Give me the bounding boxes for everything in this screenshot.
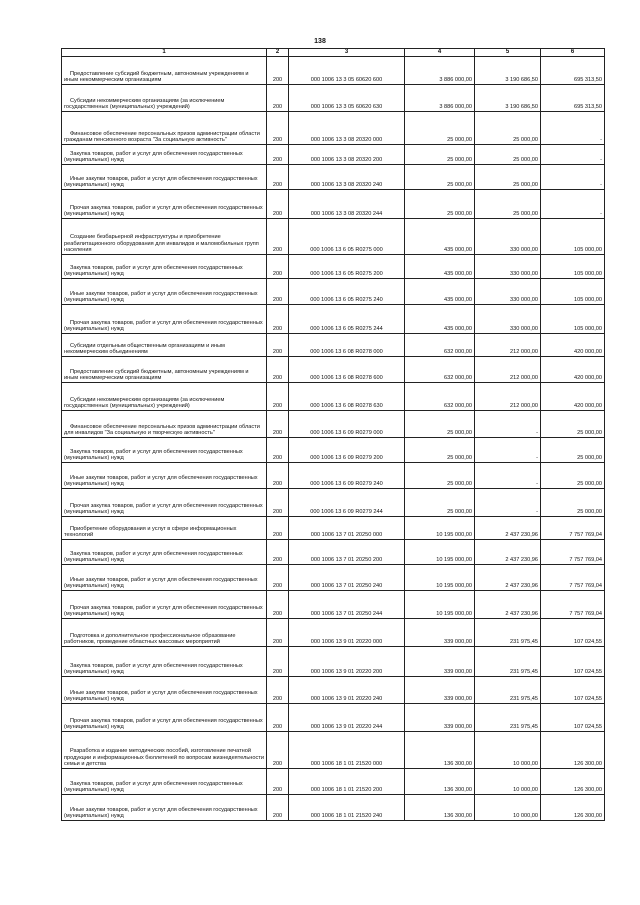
approved-amount-cell: 25 000,00 [405,145,475,165]
executed-amount-cell: 212 000,00 [475,334,541,357]
budget-classification-code-cell: 000 1006 13 7 01 20250 244 [289,591,405,619]
executed-amount-cell: - [475,411,541,438]
unexecuted-amount-cell: 105 000,00 [541,255,605,279]
budget-classification-code-cell: 000 1006 13 6 08 R0278 600 [289,357,405,383]
table-row [62,619,605,647]
row-name-text: Прочая закупка товаров, работ и услуг для обеспечения государственных (муниципальных) нужд [64,319,263,333]
row-name-text: Иные закупки товаров, работ и услуг для обеспечения государственных (муниципальных) нужд [64,689,258,703]
budget-classification-code-cell: 000 1006 13 3 08 20320 200 [289,145,405,165]
executed-amount-cell: 10 000,00 [475,795,541,821]
row-code-line-cell: 200 [267,704,289,732]
approved-amount-cell: 25 000,00 [405,489,475,517]
approved-amount-cell: 339 000,00 [405,647,475,677]
budget-classification-code-cell: 000 1006 13 6 05 R0275 240 [289,279,405,305]
unexecuted-amount-cell: 25 000,00 [541,438,605,463]
row-code-line-cell: 200 [267,85,289,112]
unexecuted-amount-cell: 7 757 769,04 [541,565,605,591]
row-name-text: Иные закупки товаров, работ и услуг для обеспечения государственных (муниципальных) нужд [64,175,258,189]
row-name-cell [62,357,267,383]
table-row [62,647,605,677]
column-header-2: 2 [267,49,289,57]
executed-amount-cell: 231 975,45 [475,677,541,704]
row-name-cell [62,677,267,704]
table-row [62,57,605,85]
approved-amount-cell: 10 195 000,00 [405,591,475,619]
row-code-line-cell: 200 [267,190,289,219]
row-name-text: Субсидии некоммерческим организациям (за исключением государственных (муниципальных) учреждений) [64,396,225,410]
executed-amount-cell: 2 437 230,96 [475,540,541,565]
row-name-cell [62,619,267,647]
executed-amount-cell: 25 000,00 [475,145,541,165]
row-name-text: Закупка товаров, работ и услуг для обеспечения государственных (муниципальных) нужд [64,264,243,278]
approved-amount-cell: 435 000,00 [405,279,475,305]
unexecuted-amount-cell: 7 757 769,04 [541,591,605,619]
row-name-text: Прочая закупка товаров, работ и услуг для обеспечения государственных (муниципальных) нужд [64,204,263,218]
row-name-cell [62,165,267,190]
table-row [62,540,605,565]
approved-amount-cell: 435 000,00 [405,305,475,334]
row-code-line-cell: 200 [267,438,289,463]
row-code-line-cell: 200 [267,165,289,190]
row-name-text: Финансовое обеспечение персональных призов администрации области для инвалидов "За социальную и творческую активность" [64,423,260,437]
row-name-text: Подготовка и дополнительное профессиональное образование работников, проведение областных массовых мероприятий [64,632,236,646]
table-row [62,704,605,732]
unexecuted-amount-cell: 105 000,00 [541,305,605,334]
row-name-cell [62,255,267,279]
unexecuted-amount-cell: 107 024,55 [541,677,605,704]
row-code-line-cell: 200 [267,112,289,145]
table-row [62,591,605,619]
row-code-line-cell: 200 [267,619,289,647]
executed-amount-cell: 212 000,00 [475,383,541,411]
budget-classification-code-cell: 000 1006 13 6 09 R0279 240 [289,463,405,489]
budget-classification-code-cell: 000 1006 13 6 09 R0279 200 [289,438,405,463]
row-name-cell [62,279,267,305]
table-row [62,219,605,255]
row-name-cell [62,463,267,489]
unexecuted-amount-cell: 105 000,00 [541,279,605,305]
row-name-cell [62,591,267,619]
table-row [62,255,605,279]
row-name-text: Предоставление субсидий бюджетным, автономным учреждениям и иным некоммерческим организациям [64,70,249,84]
table-row [62,383,605,411]
approved-amount-cell: 3 886 000,00 [405,85,475,112]
budget-classification-code-cell: 000 1006 18 1 01 21520 000 [289,732,405,769]
approved-amount-cell: 25 000,00 [405,190,475,219]
unexecuted-amount-cell: - [541,190,605,219]
budget-classification-code-cell: 000 1006 13 6 05 R0275 000 [289,219,405,255]
table-row [62,165,605,190]
unexecuted-amount-cell: - [541,145,605,165]
unexecuted-amount-cell: - [541,112,605,145]
row-name-cell [62,334,267,357]
executed-amount-cell: 10 000,00 [475,732,541,769]
table-row [62,677,605,704]
approved-amount-cell: 632 000,00 [405,357,475,383]
row-name-text: Закупка товаров, работ и услуг для обеспечения государственных (муниципальных) нужд [64,550,243,564]
table-row [62,489,605,517]
row-name-text: Субсидии некоммерческим организациям (за исключением государственных (муниципальных) учреждений) [64,97,225,111]
budget-classification-code-cell: 000 1006 18 1 01 21520 200 [289,769,405,795]
table-row [62,769,605,795]
executed-amount-cell: - [475,438,541,463]
row-name-text: Закупка товаров, работ и услуг для обеспечения государственных (муниципальных) нужд [64,448,243,462]
budget-classification-code-cell: 000 1006 13 6 09 R0279 244 [289,489,405,517]
row-name-cell [62,85,267,112]
executed-amount-cell: 25 000,00 [475,112,541,145]
unexecuted-amount-cell: 126 300,00 [541,769,605,795]
row-code-line-cell: 200 [267,279,289,305]
column-header-5: 5 [475,49,541,57]
unexecuted-amount-cell: 420 000,00 [541,334,605,357]
table-row [62,357,605,383]
row-code-line-cell: 200 [267,145,289,165]
executed-amount-cell: 330 000,00 [475,305,541,334]
unexecuted-amount-cell: 105 000,00 [541,219,605,255]
unexecuted-amount-cell: 126 300,00 [541,795,605,821]
row-name-cell [62,489,267,517]
executed-amount-cell: 2 437 230,96 [475,565,541,591]
approved-amount-cell: 10 195 000,00 [405,540,475,565]
budget-classification-code-cell: 000 1006 13 3 08 20320 240 [289,165,405,190]
row-name-cell [62,145,267,165]
approved-amount-cell: 25 000,00 [405,165,475,190]
budget-classification-code-cell: 000 1006 13 7 01 20250 000 [289,517,405,540]
row-name-text: Субсидии отдельным общественным организациям и иным некоммерческим объединениям [64,342,225,356]
row-name-cell [62,565,267,591]
unexecuted-amount-cell: 420 000,00 [541,357,605,383]
budget-execution-table [61,48,605,821]
row-name-text: Иные закупки товаров, работ и услуг для обеспечения государственных (муниципальных) нужд [64,806,258,820]
approved-amount-cell: 435 000,00 [405,255,475,279]
budget-classification-code-cell: 000 1006 13 9 01 20220 244 [289,704,405,732]
budget-classification-code-cell: 000 1006 13 6 05 R0275 244 [289,305,405,334]
executed-amount-cell: 231 975,45 [475,647,541,677]
unexecuted-amount-cell: - [541,165,605,190]
executed-amount-cell: 25 000,00 [475,190,541,219]
budget-classification-code-cell: 000 1006 13 6 09 R0279 000 [289,411,405,438]
unexecuted-amount-cell: 420 000,00 [541,383,605,411]
row-code-line-cell: 200 [267,334,289,357]
table-row [62,85,605,112]
unexecuted-amount-cell: 25 000,00 [541,411,605,438]
column-header-4: 4 [405,49,475,57]
table-row [62,795,605,821]
row-code-line-cell: 200 [267,219,289,255]
table-row [62,112,605,145]
row-name-cell [62,517,267,540]
unexecuted-amount-cell: 107 024,55 [541,704,605,732]
row-code-line-cell: 200 [267,591,289,619]
row-name-text: Иные закупки товаров, работ и услуг для обеспечения государственных (муниципальных) нужд [64,474,258,488]
row-name-text: Иные закупки товаров, работ и услуг для обеспечения государственных (муниципальных) нужд [64,576,258,590]
unexecuted-amount-cell: 7 757 769,04 [541,540,605,565]
row-code-line-cell: 200 [267,647,289,677]
unexecuted-amount-cell: 126 300,00 [541,732,605,769]
approved-amount-cell: 25 000,00 [405,463,475,489]
budget-classification-code-cell: 000 1006 13 7 01 20250 200 [289,540,405,565]
approved-amount-cell: 435 000,00 [405,219,475,255]
table-body [62,57,605,821]
approved-amount-cell: 3 886 000,00 [405,57,475,85]
budget-classification-code-cell: 000 1006 13 9 01 20220 240 [289,677,405,704]
approved-amount-cell: 339 000,00 [405,677,475,704]
budget-classification-code-cell: 000 1006 13 3 05 60620 600 [289,57,405,85]
table-row [62,411,605,438]
executed-amount-cell: 330 000,00 [475,255,541,279]
executed-amount-cell: 25 000,00 [475,165,541,190]
row-name-cell [62,795,267,821]
executed-amount-cell: 231 975,45 [475,704,541,732]
row-name-cell [62,57,267,85]
approved-amount-cell: 136 300,00 [405,795,475,821]
row-name-cell [62,112,267,145]
column-header-3: 3 [289,49,405,57]
approved-amount-cell: 136 300,00 [405,732,475,769]
column-header-6: 6 [541,49,605,57]
unexecuted-amount-cell: 695 313,50 [541,57,605,85]
budget-classification-code-cell: 000 1006 13 9 01 20220 000 [289,619,405,647]
row-code-line-cell: 200 [267,463,289,489]
approved-amount-cell: 10 195 000,00 [405,565,475,591]
row-name-text: Создание безбарьерной инфраструктуры и приобретение реабилитационного оборудования для инвалидов и маломобильных групп населения [64,234,259,254]
row-code-line-cell: 200 [267,732,289,769]
column-header-1: 1 [62,49,267,57]
budget-classification-code-cell: 000 1006 13 9 01 20220 200 [289,647,405,677]
row-name-text: Предоставление субсидий бюджетным, автономным учреждениям и иным некоммерческим организациям [64,368,249,382]
row-name-cell [62,190,267,219]
unexecuted-amount-cell: 25 000,00 [541,489,605,517]
approved-amount-cell: 136 300,00 [405,769,475,795]
row-name-cell [62,732,267,769]
row-name-cell [62,704,267,732]
unexecuted-amount-cell: 7 757 769,04 [541,517,605,540]
row-code-line-cell: 200 [267,57,289,85]
table-row [62,463,605,489]
row-code-line-cell: 200 [267,357,289,383]
budget-classification-code-cell: 000 1006 13 6 08 R0278 630 [289,383,405,411]
table-row [62,517,605,540]
row-name-text: Прочая закупка товаров, работ и услуг для обеспечения государственных (муниципальных) нужд [64,604,263,618]
row-name-cell [62,383,267,411]
executed-amount-cell: - [475,463,541,489]
row-name-text: Прочая закупка товаров, работ и услуг для обеспечения государственных (муниципальных) нужд [64,502,263,516]
table-row [62,565,605,591]
row-name-cell [62,540,267,565]
table-header-row [62,49,605,57]
row-name-cell [62,769,267,795]
row-name-text: Иные закупки товаров, работ и услуг для обеспечения государственных (муниципальных) нужд [64,290,258,304]
table-row [62,279,605,305]
row-code-line-cell: 200 [267,305,289,334]
row-code-line-cell: 200 [267,411,289,438]
table-row [62,305,605,334]
budget-classification-code-cell: 000 1006 13 3 08 20320 244 [289,190,405,219]
executed-amount-cell: 231 975,45 [475,619,541,647]
table-row [62,190,605,219]
unexecuted-amount-cell: 25 000,00 [541,463,605,489]
executed-amount-cell: 330 000,00 [475,219,541,255]
executed-amount-cell: 3 190 686,50 [475,57,541,85]
row-code-line-cell: 200 [267,517,289,540]
approved-amount-cell: 339 000,00 [405,704,475,732]
executed-amount-cell: 10 000,00 [475,769,541,795]
approved-amount-cell: 339 000,00 [405,619,475,647]
budget-classification-code-cell: 000 1006 13 6 05 R0275 200 [289,255,405,279]
executed-amount-cell: 3 190 686,50 [475,85,541,112]
row-code-line-cell: 200 [267,383,289,411]
approved-amount-cell: 10 195 000,00 [405,517,475,540]
row-code-line-cell: 200 [267,565,289,591]
row-name-text: Приобретение оборудования и услуг в сфере информационных технологий [64,525,237,539]
row-code-line-cell: 200 [267,540,289,565]
row-code-line-cell: 200 [267,795,289,821]
page-number: 138 [314,38,326,45]
row-name-text: Закупка товаров, работ и услуг для обеспечения государственных (муниципальных) нужд [64,150,243,164]
budget-classification-code-cell: 000 1006 13 7 01 20250 240 [289,565,405,591]
approved-amount-cell: 25 000,00 [405,112,475,145]
table-row [62,334,605,357]
row-code-line-cell: 200 [267,769,289,795]
row-code-line-cell: 200 [267,255,289,279]
row-name-text: Финансовое обеспечение персональных призов администрации области гражданам пенсионного возраста "За социальную активность" [64,130,260,144]
row-name-cell [62,305,267,334]
unexecuted-amount-cell: 107 024,55 [541,647,605,677]
row-name-cell [62,647,267,677]
unexecuted-amount-cell: 695 313,50 [541,85,605,112]
approved-amount-cell: 25 000,00 [405,411,475,438]
approved-amount-cell: 632 000,00 [405,334,475,357]
row-code-line-cell: 200 [267,489,289,517]
approved-amount-cell: 632 000,00 [405,383,475,411]
approved-amount-cell: 25 000,00 [405,438,475,463]
unexecuted-amount-cell: 107 024,55 [541,619,605,647]
executed-amount-cell: 212 000,00 [475,357,541,383]
budget-classification-code-cell: 000 1006 13 6 08 R0278 000 [289,334,405,357]
row-name-cell [62,411,267,438]
table-row [62,732,605,769]
executed-amount-cell: 2 437 230,96 [475,591,541,619]
executed-amount-cell: 2 437 230,96 [475,517,541,540]
budget-classification-code-cell: 000 1006 13 3 08 20320 000 [289,112,405,145]
table-row [62,145,605,165]
row-name-text: Прочая закупка товаров, работ и услуг для обеспечения государственных (муниципальных) нужд [64,717,263,731]
executed-amount-cell: 330 000,00 [475,279,541,305]
row-name-text: Закупка товаров, работ и услуг для обеспечения государственных (муниципальных) нужд [64,662,243,676]
row-name-cell [62,219,267,255]
budget-classification-code-cell: 000 1006 18 1 01 21520 240 [289,795,405,821]
executed-amount-cell: - [475,489,541,517]
row-name-text: Закупка товаров, работ и услуг для обеспечения государственных (муниципальных) нужд [64,780,243,794]
budget-classification-code-cell: 000 1006 13 3 05 60620 630 [289,85,405,112]
table-row [62,438,605,463]
row-name-cell [62,438,267,463]
row-code-line-cell: 200 [267,677,289,704]
row-name-text: Разработка и издание методических пособий, изготовление печатной продукции и информационных бюллетеней по вопросам жизнедеятельности семьи и детства [64,748,264,768]
